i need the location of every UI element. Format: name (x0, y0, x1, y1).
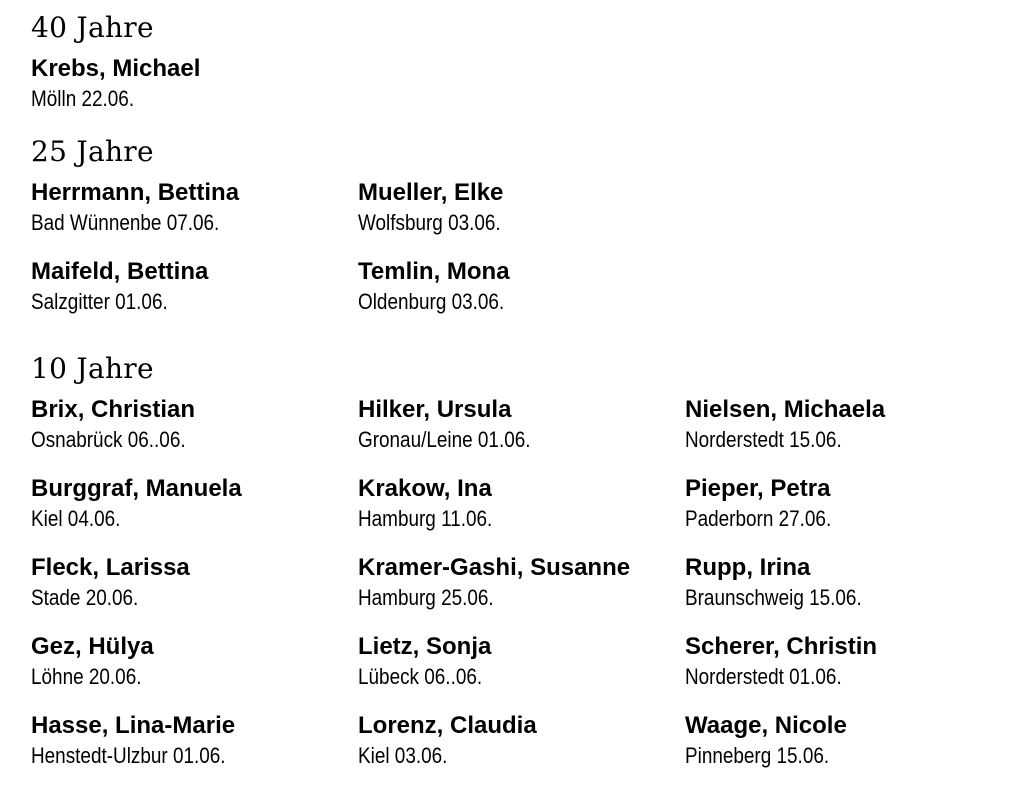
person-name: Lorenz, Claudia (358, 712, 537, 739)
location-date: Braunschweig 15.06. (685, 585, 862, 610)
anniversary-entry (31, 632, 358, 711)
empty-cell (685, 178, 985, 257)
location-date: Löhne 20.06. (31, 664, 142, 689)
anniversary-entry (685, 395, 985, 474)
anniversary-entry (31, 395, 358, 474)
anniversary-entry (31, 474, 358, 553)
anniversary-entry (358, 632, 685, 711)
person-name: Krebs, Michael (31, 55, 201, 82)
section-heading-25-jahre: 25 Jahre (31, 135, 154, 168)
location-date: Norderstedt 15.06. (685, 427, 842, 452)
anniversary-entry (685, 632, 985, 711)
section-25-jahre-entries (31, 178, 985, 336)
anniversary-entry (358, 178, 685, 257)
location-date: Wolfsburg 03.06. (358, 210, 501, 235)
section-10-jahre-entries (31, 395, 985, 790)
location-date: Lübeck 06..06. (358, 664, 483, 689)
location-date: Hamburg 25.06. (358, 585, 494, 610)
location-date: Stade 20.06. (31, 585, 139, 610)
anniversary-entry (31, 178, 358, 257)
person-name: Lietz, Sonja (358, 633, 492, 660)
person-name: Burggraf, Manuela (31, 475, 242, 502)
person-name: Pieper, Petra (685, 475, 831, 502)
person-name: Krakow, Ina (358, 475, 492, 502)
anniversary-entry (31, 711, 358, 790)
anniversary-entry (358, 711, 685, 790)
anniversary-entry (685, 711, 985, 790)
person-name: Fleck, Larissa (31, 554, 190, 581)
section-40-jahre-entries (31, 54, 985, 133)
person-name: Brix, Christian (31, 396, 196, 423)
person-name: Hilker, Ursula (358, 396, 512, 423)
anniversary-entry (31, 553, 358, 632)
anniversary-entry (685, 553, 985, 632)
person-name: Scherer, Christin (685, 633, 878, 660)
location-date: Henstedt-Ulzbur 01.06. (31, 743, 226, 768)
anniversary-entry (358, 553, 685, 632)
anniversary-entry (358, 395, 685, 474)
location-date: Pinneberg 15.06. (685, 743, 830, 768)
anniversary-entry (358, 474, 685, 553)
person-name: Waage, Nicole (685, 712, 847, 739)
location-date: Oldenburg 03.06. (358, 289, 505, 314)
anniversary-entry (31, 54, 358, 133)
section-heading-40-jahre: 40 Jahre (31, 11, 154, 44)
person-name: Nielsen, Michaela (685, 396, 886, 423)
location-date: Osnabrück 06..06. (31, 427, 186, 452)
location-date: Mölln 22.06. (31, 86, 135, 111)
location-date: Salzgitter 01.06. (31, 289, 168, 314)
location-date: Paderborn 27.06. (685, 506, 832, 531)
anniversary-entry (685, 474, 985, 553)
person-name: Herrmann, Bettina (31, 179, 240, 206)
location-date: Bad Wünnenbe 07.06. (31, 210, 220, 235)
location-date: Kiel 04.06. (31, 506, 121, 531)
location-date: Norderstedt 01.06. (685, 664, 842, 689)
person-name: Temlin, Mona (358, 258, 510, 285)
person-name: Gez, Hülya (31, 633, 154, 660)
section-heading-10-jahre: 10 Jahre (31, 352, 154, 385)
person-name: Mueller, Elke (358, 179, 504, 206)
location-date: Kiel 03.06. (358, 743, 448, 768)
anniversary-entry (31, 257, 358, 336)
person-name: Kramer-Gashi, Susanne (358, 554, 631, 581)
location-date: Hamburg 11.06. (358, 506, 493, 531)
person-name: Rupp, Irina (685, 554, 811, 581)
anniversary-entry (358, 257, 685, 336)
person-name: Hasse, Lina-Marie (31, 712, 236, 739)
location-date: Gronau/Leine 01.06. (358, 427, 531, 452)
person-name: Maifeld, Bettina (31, 258, 209, 285)
